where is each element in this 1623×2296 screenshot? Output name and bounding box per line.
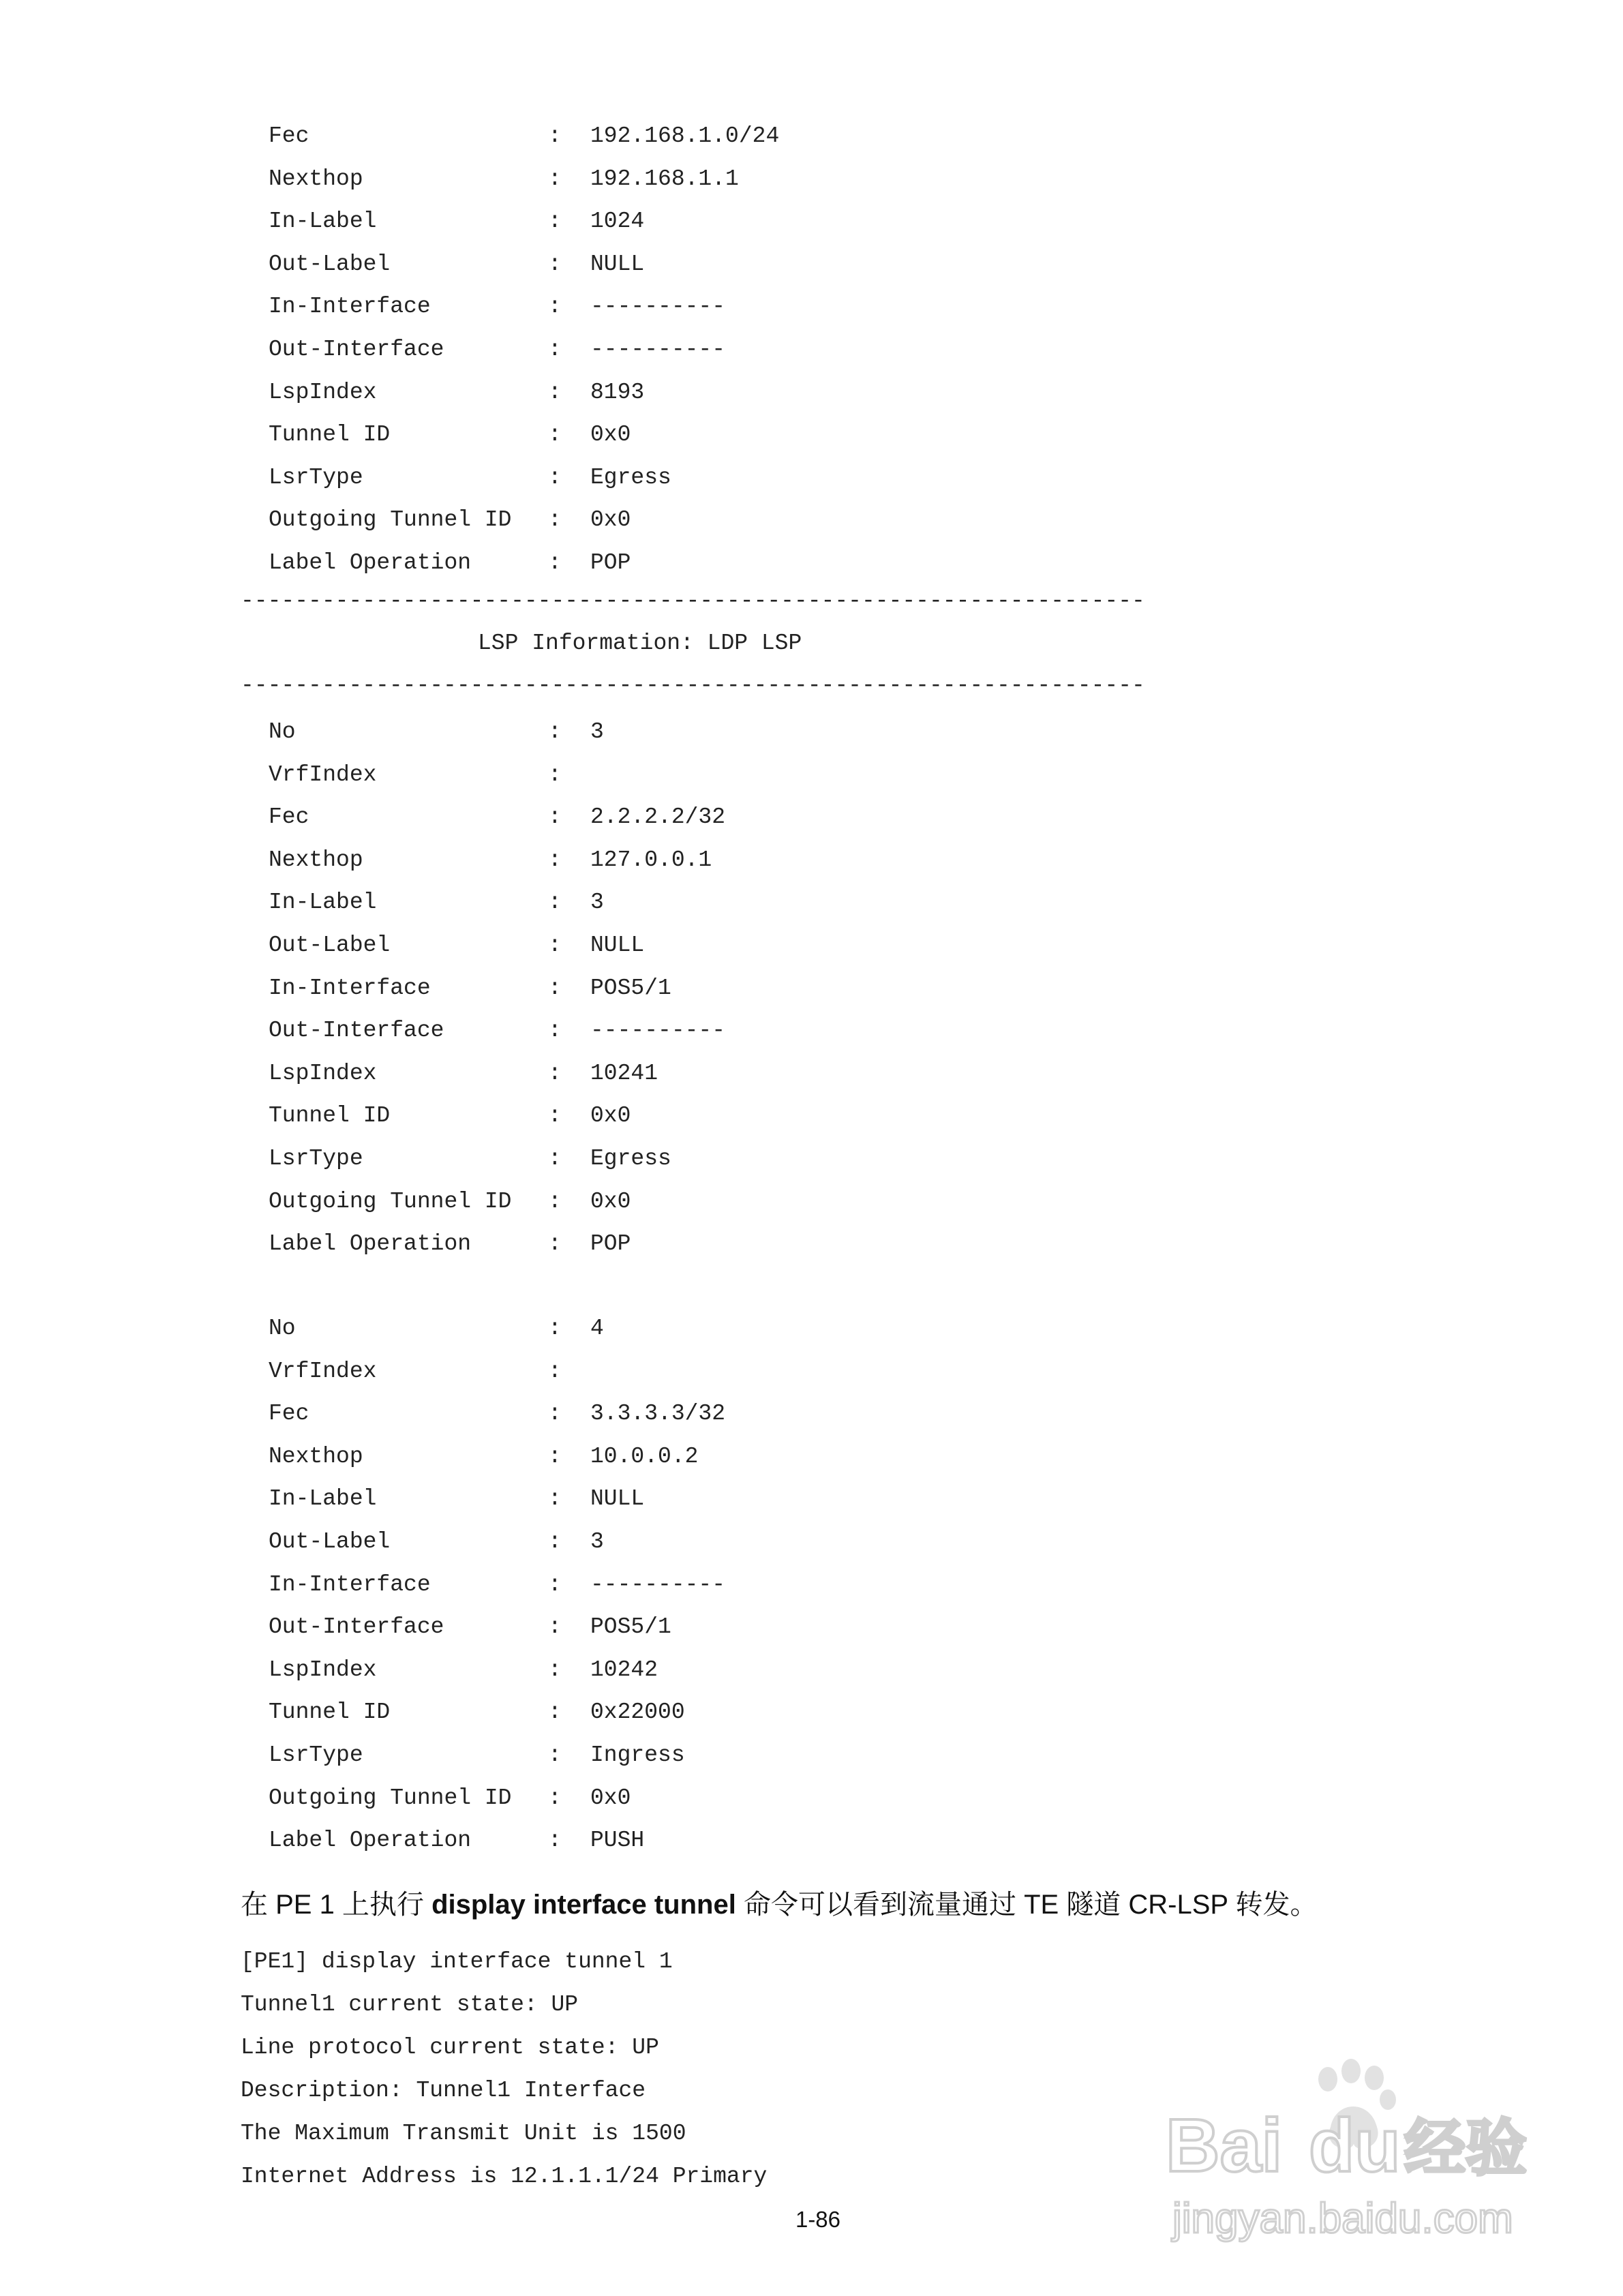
- field-key: Outgoing Tunnel ID: [269, 1785, 512, 1811]
- field-colon: :: [548, 975, 562, 1001]
- field-colon: :: [548, 804, 562, 830]
- lsp-section-title: LSP Information: LDP LSP: [478, 631, 802, 656]
- field-colon: :: [548, 1785, 562, 1811]
- field-colon: :: [548, 123, 562, 149]
- field-key: VrfIndex: [269, 1358, 377, 1384]
- field-value: 3: [590, 890, 604, 916]
- field-value: 4: [590, 1316, 604, 1341]
- field-key: Fec: [269, 1401, 309, 1427]
- field-value: NULL: [590, 1486, 645, 1512]
- field-colon: :: [548, 1060, 562, 1086]
- field-colon: :: [548, 1103, 562, 1129]
- command-output-line: Description: Tunnel1 Interface: [241, 2078, 646, 2103]
- field-colon: :: [548, 1018, 562, 1044]
- field-value: ----------: [590, 294, 726, 320]
- watermark-brand-text-2: du: [1309, 2104, 1401, 2188]
- field-colon: :: [548, 1529, 562, 1554]
- field-value: ----------: [590, 1571, 726, 1597]
- field-value: 0x0: [590, 1103, 631, 1129]
- field-colon: :: [548, 1486, 562, 1512]
- field-key: Out-Interface: [269, 1018, 444, 1044]
- field-value: POP: [590, 1231, 631, 1257]
- field-colon: :: [548, 1443, 562, 1469]
- field-value: 8193: [590, 379, 645, 405]
- field-colon: :: [548, 1657, 562, 1682]
- field-key: Tunnel ID: [269, 422, 391, 448]
- field-value: 0x0: [590, 1188, 631, 1214]
- field-key: Fec: [269, 123, 309, 149]
- field-key: Label Operation: [269, 550, 472, 575]
- field-key: Fec: [269, 804, 309, 830]
- field-value: 3.3.3.3/32: [590, 1401, 726, 1427]
- field-colon: :: [548, 1358, 562, 1384]
- field-key: Out-Interface: [269, 1614, 444, 1640]
- watermark-cn-text: 经验: [1404, 2113, 1527, 2184]
- field-key: Outgoing Tunnel ID: [269, 507, 512, 533]
- field-value: Egress: [590, 1146, 671, 1171]
- field-value: 192.168.1.0/24: [590, 123, 780, 149]
- field-key: In-Interface: [269, 975, 431, 1001]
- field-key: In-Label: [269, 890, 377, 916]
- field-colon: :: [548, 1231, 562, 1257]
- field-colon: :: [548, 1401, 562, 1427]
- field-value: 0x0: [590, 1785, 631, 1811]
- page-number: 1-86: [795, 2207, 841, 2232]
- field-value: 3: [590, 719, 604, 744]
- field-key: In-Interface: [269, 1571, 431, 1597]
- field-key: In-Interface: [269, 294, 431, 320]
- field-key: Out-Label: [269, 1529, 391, 1554]
- command-output-line: [PE1] display interface tunnel 1: [241, 1949, 673, 1974]
- field-value: 3: [590, 1529, 604, 1554]
- field-key: Out-Interface: [269, 337, 444, 362]
- field-value: 192.168.1.1: [590, 166, 739, 192]
- field-colon: :: [548, 890, 562, 916]
- field-value: NULL: [590, 251, 645, 277]
- field-colon: :: [548, 507, 562, 533]
- field-colon: :: [548, 847, 562, 873]
- field-value: NULL: [590, 933, 645, 958]
- field-key: LspIndex: [269, 1657, 377, 1682]
- field-key: LspIndex: [269, 379, 377, 405]
- field-key: In-Label: [269, 209, 377, 235]
- field-key: LsrType: [269, 1146, 363, 1171]
- paragraph-command: display interface tunnel: [431, 1890, 736, 1920]
- field-value: POP: [590, 550, 631, 575]
- field-key: Tunnel ID: [269, 1700, 391, 1725]
- field-colon: :: [548, 761, 562, 787]
- field-value: 1024: [590, 209, 645, 235]
- field-value: ----------: [590, 337, 726, 362]
- field-key: In-Label: [269, 1486, 377, 1512]
- field-value: 10.0.0.2: [590, 1443, 699, 1469]
- field-value: POS5/1: [590, 1614, 671, 1640]
- field-colon: :: [548, 550, 562, 575]
- field-colon: :: [548, 294, 562, 320]
- command-output-line: The Maximum Transmit Unit is 1500: [241, 2121, 686, 2146]
- field-value: 127.0.0.1: [590, 847, 712, 873]
- field-key: LspIndex: [269, 1060, 377, 1086]
- field-value: 0x0: [590, 507, 631, 533]
- field-key: LsrType: [269, 1742, 363, 1768]
- separator-line-top: -------------------------------------------------------------------: [241, 588, 1145, 614]
- field-colon: :: [548, 337, 562, 362]
- field-colon: :: [548, 464, 562, 490]
- field-colon: :: [548, 1742, 562, 1768]
- separator-line-bottom: -------------------------------------------------------------------: [241, 673, 1145, 698]
- field-value: 0x22000: [590, 1700, 685, 1725]
- field-key: Tunnel ID: [269, 1103, 391, 1129]
- field-colon: :: [548, 719, 562, 744]
- field-key: Outgoing Tunnel ID: [269, 1188, 512, 1214]
- instruction-paragraph: [241, 1888, 1318, 1921]
- field-key: Nexthop: [269, 1443, 363, 1469]
- field-value: ----------: [590, 1018, 726, 1044]
- field-key: No: [269, 1316, 296, 1341]
- baidu-jingyan-watermark: [1152, 2052, 1547, 2256]
- field-value: Ingress: [590, 1742, 685, 1768]
- field-colon: :: [548, 166, 562, 192]
- field-key: LsrType: [269, 464, 363, 490]
- field-key: Label Operation: [269, 1231, 472, 1257]
- field-colon: :: [548, 209, 562, 235]
- field-colon: :: [548, 251, 562, 277]
- field-key: Out-Label: [269, 251, 391, 277]
- command-output-line: Tunnel1 current state: UP: [241, 1992, 579, 2017]
- field-value: PUSH: [590, 1828, 645, 1854]
- field-colon: :: [548, 933, 562, 958]
- field-value: 2.2.2.2/32: [590, 804, 726, 830]
- field-colon: :: [548, 379, 562, 405]
- field-colon: :: [548, 1700, 562, 1725]
- watermark-url-text: jingyan.baidu.com: [1172, 2195, 1513, 2242]
- field-value: 10241: [590, 1060, 658, 1086]
- field-colon: :: [548, 1146, 562, 1171]
- field-colon: :: [548, 1571, 562, 1597]
- watermark-brand-text: Bai: [1166, 2104, 1283, 2188]
- field-key: Label Operation: [269, 1828, 472, 1854]
- field-value: 10242: [590, 1657, 658, 1682]
- command-output-line: Internet Address is 12.1.1.1/24 Primary: [241, 2164, 768, 2189]
- field-value: 0x0: [590, 422, 631, 448]
- field-key: Nexthop: [269, 166, 363, 192]
- paragraph-text-before: 在 PE 1 上执行: [241, 1890, 432, 1920]
- field-key: VrfIndex: [269, 761, 377, 787]
- field-colon: :: [548, 1828, 562, 1854]
- field-value: Egress: [590, 464, 671, 490]
- field-key: Out-Label: [269, 933, 391, 958]
- field-key: No: [269, 719, 296, 744]
- command-output-line: Line protocol current state: UP: [241, 2035, 659, 2060]
- field-colon: :: [548, 1316, 562, 1341]
- paragraph-text-after: 命令可以看到流量通过 TE 隧道 CR-LSP 转发。: [735, 1890, 1318, 1920]
- field-key: Nexthop: [269, 847, 363, 873]
- field-colon: :: [548, 1188, 562, 1214]
- field-value: POS5/1: [590, 975, 671, 1001]
- field-colon: :: [548, 1614, 562, 1640]
- field-colon: :: [548, 422, 562, 448]
